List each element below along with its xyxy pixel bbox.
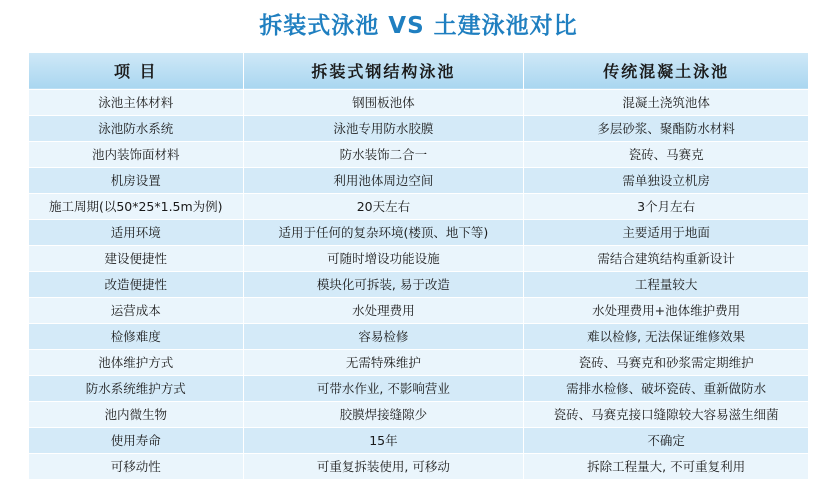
table-row [29,375,809,401]
table-row [29,219,809,245]
table-body [29,89,809,479]
table-row [29,323,809,349]
concrete-pool-cell: 瓷砖、马赛克和砂浆需定期维护 [524,349,809,375]
concrete-pool-cell: 需排水检修、破坏瓷砖、重新做防水 [524,375,809,401]
modular-pool-cell: 可带水作业, 不影响营业 [243,375,524,401]
row-label-cell: 可移动性 [29,453,244,479]
row-label-cell: 检修难度 [29,323,244,349]
row-label-cell: 使用寿命 [29,427,244,453]
table-row [29,271,809,297]
concrete-pool-cell: 需结合建筑结构重新设计 [524,245,809,271]
table-header [29,52,809,89]
table-row [29,297,809,323]
modular-pool-cell: 钢围板池体 [243,89,524,115]
concrete-pool-cell: 不确定 [524,427,809,453]
row-label-cell: 机房设置 [29,167,244,193]
table-row [29,193,809,219]
concrete-pool-cell: 工程量较大 [524,271,809,297]
concrete-pool-cell: 难以检修, 无法保证维修效果 [524,323,809,349]
modular-pool-cell: 模块化可拆装, 易于改造 [243,271,524,297]
comparison-table [28,52,809,480]
table-row [29,245,809,271]
row-label-cell: 池内装饰面材料 [29,141,244,167]
modular-pool-cell: 15年 [243,427,524,453]
modular-pool-cell: 胶膜焊接缝隙少 [243,401,524,427]
concrete-pool-cell: 3个月左右 [524,193,809,219]
column-header-item: 项 目 [29,52,244,89]
row-label-cell: 运营成本 [29,297,244,323]
table-row [29,89,809,115]
modular-pool-cell: 容易检修 [243,323,524,349]
table-row [29,453,809,479]
table-row [29,349,809,375]
page-title: 拆装式泳池 VS 土建泳池对比 [259,13,578,39]
modular-pool-cell: 利用池体周边空间 [243,167,524,193]
table-row [29,167,809,193]
row-label-cell: 池内微生物 [29,401,244,427]
table-row [29,427,809,453]
concrete-pool-cell: 需单独设立机房 [524,167,809,193]
modular-pool-cell: 无需特殊维护 [243,349,524,375]
modular-pool-cell: 泳池专用防水胶膜 [243,115,524,141]
column-header-modular-pool: 拆装式钢结构泳池 [243,52,524,89]
row-label-cell: 泳池防水系统 [29,115,244,141]
modular-pool-cell: 20天左右 [243,193,524,219]
modular-pool-cell: 适用于任何的复杂环境(楼顶、地下等) [243,219,524,245]
table-row [29,401,809,427]
row-label-cell: 适用环境 [29,219,244,245]
modular-pool-cell: 可重复拆装使用, 可移动 [243,453,524,479]
modular-pool-cell: 水处理费用 [243,297,524,323]
modular-pool-cell: 防水装饰二合一 [243,141,524,167]
table-row [29,115,809,141]
concrete-pool-cell: 主要适用于地面 [524,219,809,245]
table-header-row [29,52,809,89]
row-label-cell: 建设便捷性 [29,245,244,271]
concrete-pool-cell: 水处理费用+池体维护费用 [524,297,809,323]
row-label-cell: 改造便捷性 [29,271,244,297]
row-label-cell: 池体维护方式 [29,349,244,375]
row-label-cell: 施工周期(以50*25*1.5m为例) [29,193,244,219]
concrete-pool-cell: 拆除工程量大, 不可重复利用 [524,453,809,479]
column-header-concrete-pool: 传统混凝土泳池 [524,52,809,89]
concrete-pool-cell: 多层砂浆、聚酯防水材料 [524,115,809,141]
concrete-pool-cell: 混凝土浇筑池体 [524,89,809,115]
comparison-table-container [0,52,837,480]
row-label-cell: 防水系统维护方式 [29,375,244,401]
modular-pool-cell: 可随时增设功能设施 [243,245,524,271]
table-row [29,141,809,167]
concrete-pool-cell: 瓷砖、马赛克接口缝隙较大容易滋生细菌 [524,401,809,427]
concrete-pool-cell: 瓷砖、马赛克 [524,141,809,167]
row-label-cell: 泳池主体材料 [29,89,244,115]
